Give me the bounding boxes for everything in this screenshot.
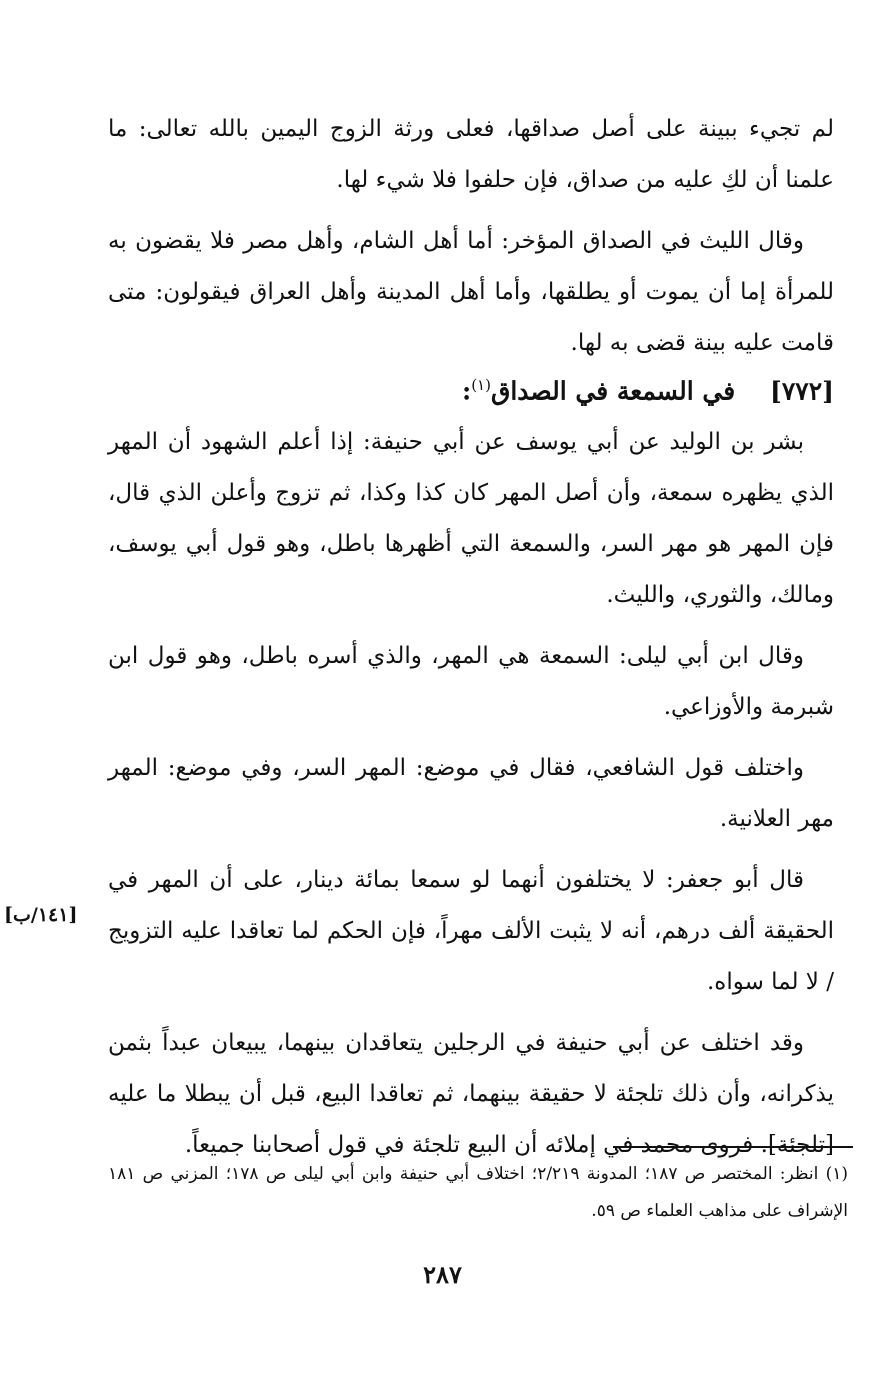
section-title: في السمعة في الصداق xyxy=(490,376,736,406)
paragraph-shafii: واختلف قول الشافعي، فقال في موضع: المهر السر، وفي موضع: المهر مهر العلانية. xyxy=(108,755,834,832)
manuscript-folio-note: [١٤١/ب] xyxy=(4,904,78,926)
paragraph-layth: وقال الليث في الصداق المؤخر: أما أهل الشام، وأهل مصر فلا يقضون به للمرأة إما أن يموت أو يطلقها، وأما أهل المدينة وأهل العراق فيقولون: متى قامت عليه بينة قضى به لها. xyxy=(108,228,834,356)
continuation-text xyxy=(108,104,834,369)
paragraph-continuation: لم تجيء ببينة على أصل صداقها، فعلى ورثة الزوج اليمين بالله تعالى: ما علمنا أن لكِ عليه من صداق، فإن حلفوا فلا شيء لها. xyxy=(108,116,834,193)
page-number: ٢٨٧ xyxy=(423,1260,462,1289)
section-body xyxy=(108,417,834,1171)
paragraph-abu-hanifa-sale: وقد اختلف عن أبي حنيفة في الرجلين يتعاقدان بينهما، يبيعان عبداً بثمن يذكرانه، وأن ذلك تلجئة لا حقيقة بينهما، ثم تعاقدا البيع، قبل أن يبطلا ما عليه [تلجئة]. فروى محمد في إملائه أن البيع تلجئة في قول أصحابنا جميعاً. xyxy=(108,1030,834,1158)
paragraph-ibn-abi-layla: وقال ابن أبي ليلى: السمعة هي المهر، والذي أسره باطل، وهو قول ابن شبرمة والأوزاعي. xyxy=(108,643,834,720)
section-heading xyxy=(108,360,834,416)
heading-colon: : xyxy=(461,376,472,406)
footnote: (١) انظر: المختصر ص ١٨٧؛ المدونة ٢/٢١٩؛ اختلاف أبي حنيفة وابن أبي ليلى ص ١٧٨؛ المزني ص ١٨١ الإشراف على مذاهب العلماء ص ٥٩. xyxy=(108,1164,848,1221)
section-number: [٧٧٢] xyxy=(770,376,834,406)
footnote-separator xyxy=(613,1146,853,1148)
footnote-reference: (١) xyxy=(471,376,491,394)
paragraph-abu-jafar: قال أبو جعفر: لا يختلفون أنهما لو سمعا بمائة دينار، على أن المهر في الحقيقة ألف درهم، أنه لا يثبت الألف مهراً، فإن الحكم لما تعاقدا عليه التزويج / لا لما سواه. xyxy=(108,867,834,995)
paragraph-bishr: بشر بن الوليد عن أبي يوسف عن أبي حنيفة: إذا أعلم الشهود أن المهر الذي يظهره سمعة، وأن أصل المهر كان كذا وكذا، ثم تزوج وأعلن الذي قال، فإن المهر هو مهر السر، والسمعة التي أظهرها باطل، وهو قول أبي يوسف، ومالك، والثوري، والليث. xyxy=(108,429,834,608)
